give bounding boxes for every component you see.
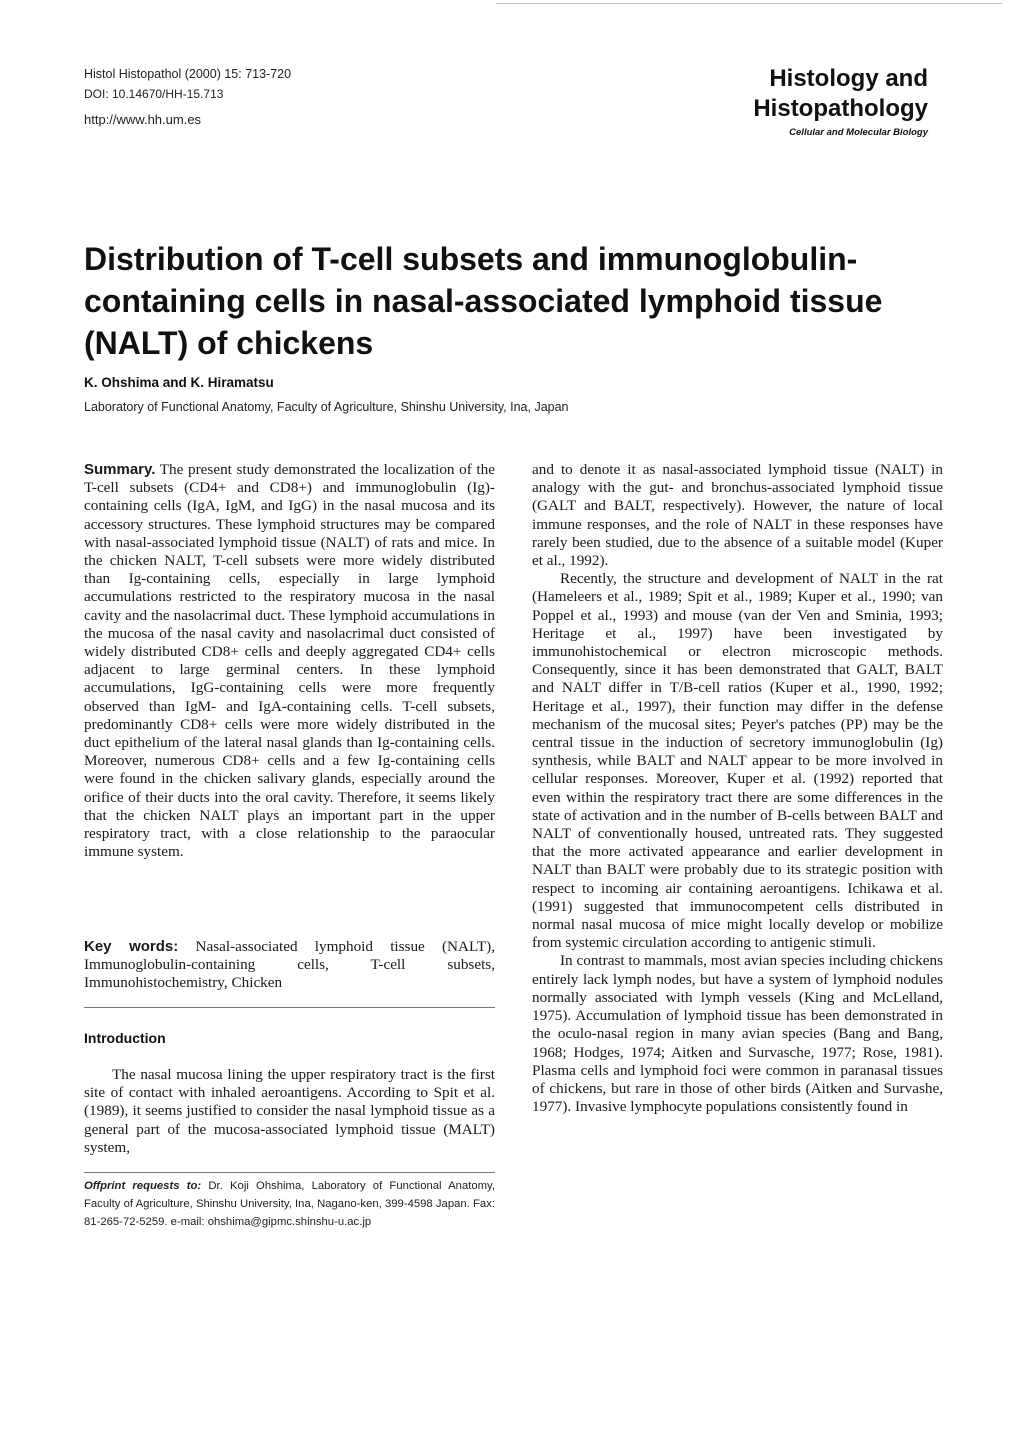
top-border-line bbox=[496, 3, 1002, 4]
summary-label: Summary. bbox=[84, 461, 156, 478]
journal-url-link[interactable]: http://www.hh.um.es bbox=[84, 112, 202, 127]
introduction-paragraph: The nasal mucosa lining the upper respiratory tract is the first site of contact with inhaled aeroantigens. According to Spit et al. (1989), it seems justified to consider the nasal lymphoid tissue as a general part of the mucosa-associated lymphoid tissue (MALT) system, bbox=[84, 1066, 495, 1156]
right-paragraph-3: In contrast to mammals, most avian species including chickens entirely lack lymph nodes, but have a system of lymphoid nodules normally associated with lymph vessels (King and McLelland, 1975). Accumulation of lymphoid tissue has been demonstrated in the oculo-nasal region in many avian species (Bang and Bang, 1968; Hodges, 1974; Aitken and Survasche, 1977; Rose, 1981). Plasma cells and lymphoid foci were common in paranasal tissues of chickens, but rare in those of other birds (Aitken and Survashe, 1977). Invasive lymphocyte populations consistently found in bbox=[532, 952, 943, 1116]
journal-title-line1: Histology and bbox=[769, 65, 928, 92]
journal-masthead bbox=[700, 64, 928, 140]
keywords-text: Nasal-associated lymphoid tissue (NALT), Immunoglobulin-containing cells, T-cell subsets, Immunohistochemistry, Chicken bbox=[84, 938, 496, 992]
summary-block bbox=[84, 461, 495, 861]
keywords-block bbox=[84, 938, 495, 993]
keywords-label: Key words: bbox=[84, 938, 179, 955]
doi: DOI: 10.14670/HH-15.713 bbox=[84, 87, 224, 101]
right-column bbox=[532, 461, 943, 1116]
footnote-label: Offprint requests to: bbox=[84, 1180, 202, 1192]
article-title: Distribution of T-cell subsets and immunoglobulin-containing cells in nasal-associated lymphoid tissue (NALT) of chickens bbox=[84, 241, 883, 361]
right-paragraph-2: Recently, the structure and development of NALT in the rat (Hameleers et al., 1989; Spit et al., 1989; Kuper et al., 1990; van Poppel et al., 1993) and mouse (van der Ven and Sminia, 1993; Heritage et al., 1997) have been investigated by immunohistochemical or electron microscopic methods. Consequently, since it has been demonstrated that GALT, BALT and NALT differ in T/B-cell ratios (Kuper et al., 1990, 1992; Heritage et al., 1997), their function may differ in the defense mechanism of the mucosal sites; Peyer's patches (PP) may be the central tissue in the induction of secretory immunoglobulin (Ig) synthesis, while BALT and NALT appear to be more involved in cellular responses. Moreover, Kuper et al. (1992) reported that even within the respiratory tract there are some differences in the state of activation and in the number of B-cells between BALT and NALT of conventionally housed, untreated rats. They suggested that the more activated appearance and earlier development in NALT than BALT were probably due to its strategic position with respect to incoming air containing aeroantigens. Ichikawa et al. (1991) suggested that immunocompetent cells distributed in normal nasal mucosa of mice might locally develop or mobilize from systemic circulation according to antigenic stimuli. bbox=[532, 570, 943, 952]
footnote-divider bbox=[84, 1172, 495, 1173]
right-paragraph-1: and to denote it as nasal-associated lymphoid tissue (NALT) in analogy with the gut- and bronchus-associated lymphoid tissue (GALT and BALT, respectively). However, the nature of local immune responses, and the role of NALT in these responses have rarely been studied, due to the absence of a suitable model (Kuper et al., 1992). bbox=[532, 461, 943, 570]
introduction-block bbox=[84, 1066, 495, 1157]
journal-title-line2: Histopathology bbox=[753, 95, 928, 122]
journal-citation: Histol Histopathol (2000) 15: 713-720 bbox=[84, 67, 292, 81]
keywords-paragraph bbox=[84, 938, 495, 993]
introduction-heading: Introduction bbox=[84, 1030, 166, 1046]
journal-subtitle: Cellular and Molecular Biology bbox=[789, 127, 928, 138]
authors: K. Ohshima and K. Hiramatsu bbox=[84, 375, 274, 390]
summary-text: The present study demonstrated the localization of the T-cell subsets (CD4+ and CD8+) and immunoglobulin (Ig)-containing cells (IgA, IgM, and IgG) in the nasal mucosa and its accessory structures. These lymphoid structures may be compared with nasal-associated lymphoid tissue (NALT) of rats and mice. In the chicken NALT, T-cell subsets were more widely distributed than Ig-containing cells, especially in large lymphoid accumulations restricted to the respiratory mucosa in the nasal cavity and the nasolacrimal duct. These lymphoid accumulations in the mucosa of the nasal cavity and nasolacrimal duct consisted of widely distributed CD8+ cells and deeply aggregated CD4+ cells adjacent to large germinal centers. In these lymphoid accumulations, IgG-containing cells were more frequently observed than IgM- and IgA-containing cells. T-cell subsets, predominantly CD8+ cells were more widely distributed in the duct epithelium of the lateral nasal glands than Ig-containing cells. Moreover, numerous CD8+ cells and a few Ig-containing cells were found in the chicken salivary glands, especially around the orifice of their ducts into the oral cavity. Therefore, it seems likely that the chicken NALT plays an important part in the upper respiratory tract, with a close relationship to the paraocular immune system. bbox=[84, 461, 495, 861]
section-divider bbox=[84, 1007, 495, 1008]
offprint-footnote bbox=[84, 1177, 495, 1231]
footnote-text: Dr. Koji Ohshima, Laboratory of Functional Anatomy, Faculty of Agriculture, Shinshu University, Ina, Nagano-ken, 399-4598 Japan. Fax: 81-265-72-5259. e-mail: ohshima@gipmc.shinshu-u.ac.jp bbox=[84, 1180, 496, 1228]
affiliation: Laboratory of Functional Anatomy, Faculty of Agriculture, Shinshu University, Ina, Japan bbox=[84, 400, 569, 414]
summary-paragraph bbox=[84, 461, 495, 861]
